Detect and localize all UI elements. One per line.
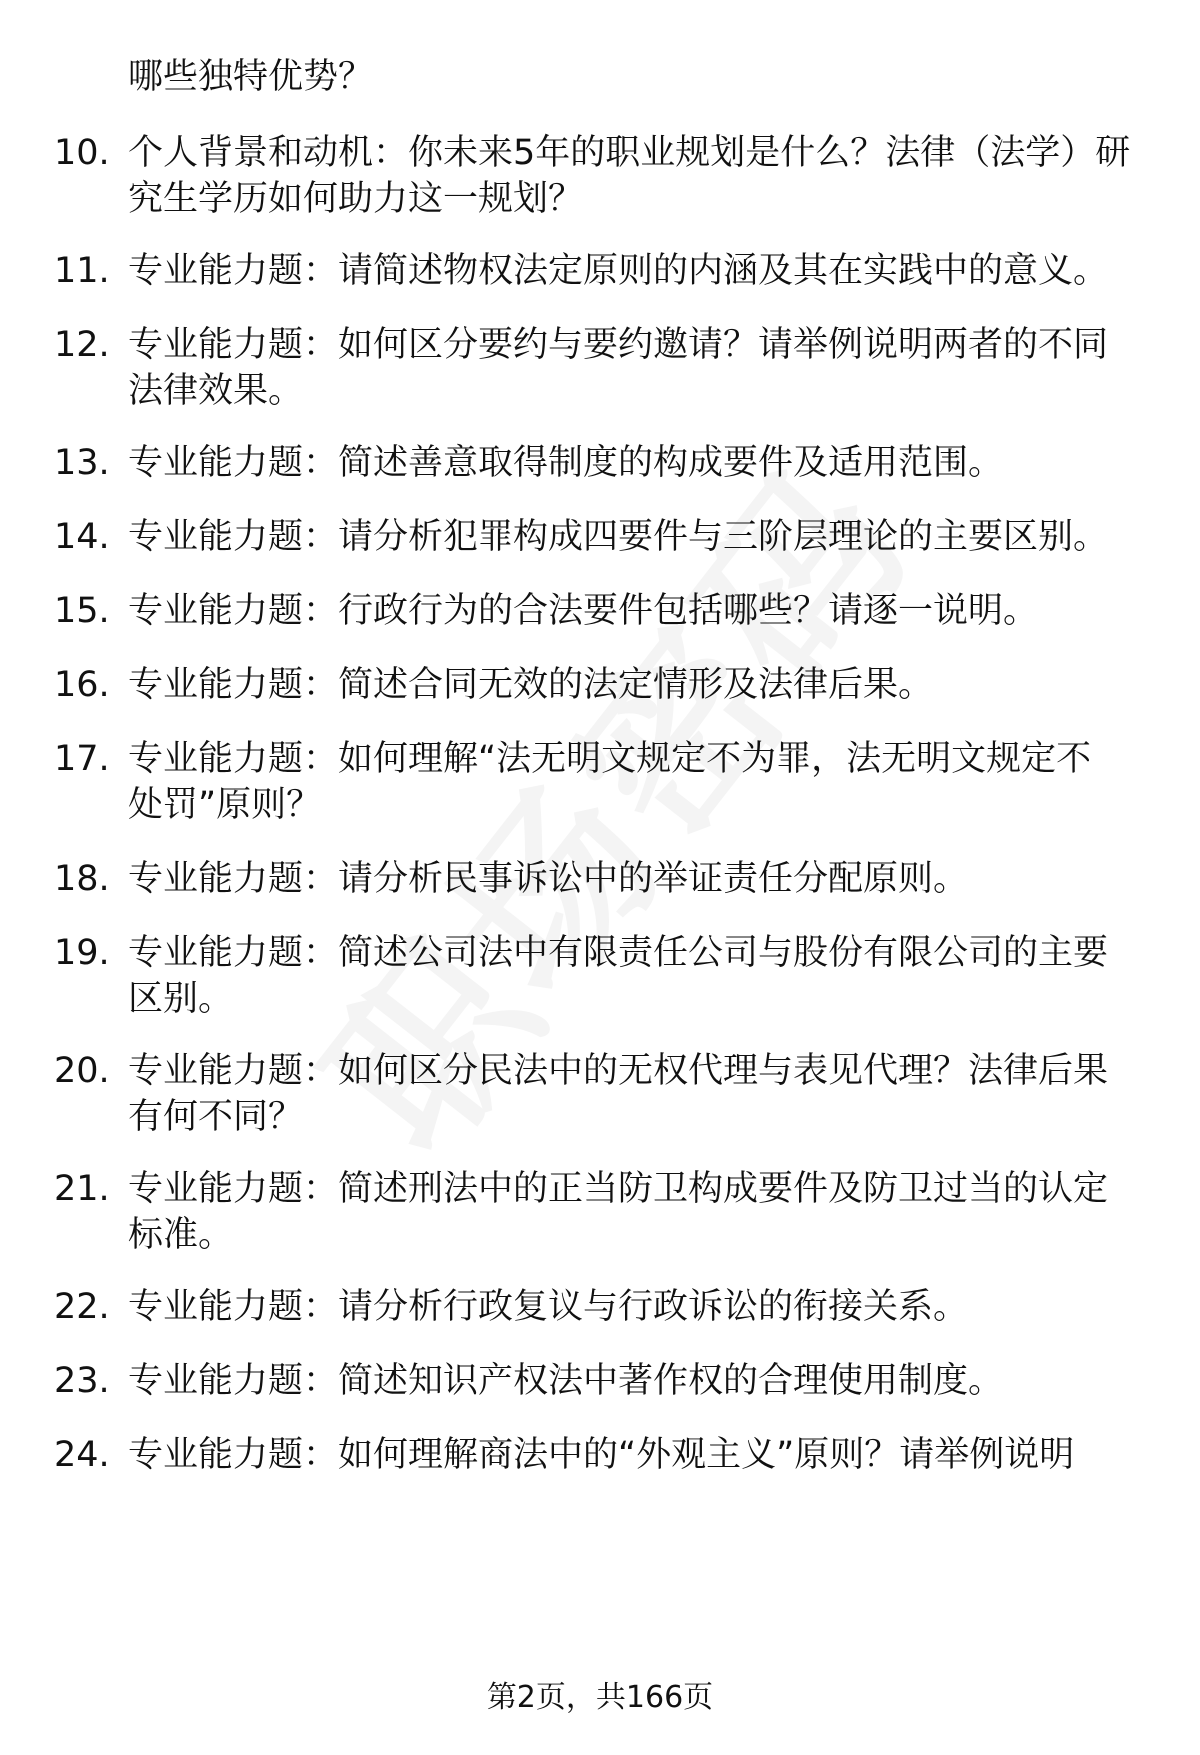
item-text-line: 处罚”原则？ — [128, 785, 322, 825]
item-number: 23. — [54, 1361, 110, 1401]
item-text-line: 究生学历如何助力这一规划？ — [128, 179, 584, 219]
item-text — [128, 130, 1168, 222]
item-number: 19. — [54, 933, 110, 973]
page-footer: 第2页，共166页 — [486, 1680, 714, 1715]
item-number: 16. — [54, 665, 110, 705]
item-text-line: 标准。 — [128, 1215, 234, 1255]
item-text — [128, 1048, 1168, 1140]
item-text — [128, 1166, 1168, 1258]
item-text — [128, 1284, 1168, 1330]
item-text — [128, 322, 1168, 414]
item-number: 10. — [54, 133, 110, 173]
item-text — [128, 736, 1168, 828]
item-text-line: 专业能力题：请简述物权法定原则的内涵及其在实践中的意义。 — [128, 251, 1109, 291]
item-text-line: 专业能力题：如何理解“法无明文规定不为罪，法无明文规定不 — [128, 739, 1092, 779]
item-text-line: 专业能力题：如何区分民法中的无权代理与表见代理？法律后果 — [128, 1051, 1109, 1091]
item-text-line: 专业能力题：简述知识产权法中著作权的合理使用制度。 — [128, 1361, 1004, 1401]
item-text — [128, 248, 1168, 294]
item-text-line: 专业能力题：请分析行政复议与行政诉讼的衔接关系。 — [128, 1287, 969, 1327]
item-number: 13. — [54, 443, 110, 483]
item-text-line: 专业能力题：如何理解商法中的“外观主义”原则？请举例说明 — [128, 1435, 1075, 1475]
item-number: 17. — [54, 739, 110, 779]
item-number: 18. — [54, 859, 110, 899]
item-number: 14. — [54, 517, 110, 557]
item-text-line: 个人背景和动机：你未来5年的职业规划是什么？法律（法学）研 — [128, 133, 1131, 173]
item-text-line: 法律效果。 — [128, 371, 304, 411]
item-text-line: 专业能力题：简述公司法中有限责任公司与股份有限公司的主要 — [128, 933, 1109, 973]
item-text — [128, 662, 1168, 708]
item-number: 12. — [54, 325, 110, 365]
item-text-line: 专业能力题：行政行为的合法要件包括哪些？请逐一说明。 — [128, 591, 1039, 631]
item-text-line: 专业能力题：简述刑法中的正当防卫构成要件及防卫过当的认定 — [128, 1169, 1109, 1209]
item-number: 21. — [54, 1169, 110, 1209]
item-text — [128, 588, 1168, 634]
item-text-line: 哪些独特优势？ — [128, 57, 374, 97]
item-text — [128, 856, 1168, 902]
item-text-line: 专业能力题：请分析犯罪构成四要件与三阶层理论的主要区别。 — [128, 517, 1109, 557]
item-number: 20. — [54, 1051, 110, 1091]
item-text-line: 专业能力题：简述善意取得制度的构成要件及适用范围。 — [128, 443, 1004, 483]
item-text-line: 专业能力题：如何区分要约与要约邀请？请举例说明两者的不同 — [128, 325, 1109, 365]
item-text-line: 专业能力题：请分析民事诉讼中的举证责任分配原则。 — [128, 859, 969, 899]
item-text — [128, 514, 1168, 560]
item-number: 24. — [54, 1435, 110, 1475]
item-text-line: 专业能力题：简述合同无效的法定情形及法律后果。 — [128, 665, 934, 705]
item-text — [128, 1358, 1168, 1404]
item-text-line: 区别。 — [128, 979, 234, 1019]
item-number: 15. — [54, 591, 110, 631]
item-text — [128, 440, 1168, 486]
item-text-line: 有何不同？ — [128, 1097, 304, 1137]
item-text — [128, 1432, 1168, 1478]
item-number: 22. — [54, 1287, 110, 1327]
item-text — [128, 930, 1168, 1022]
item-text — [128, 54, 1168, 100]
item-number: 11. — [54, 251, 110, 291]
